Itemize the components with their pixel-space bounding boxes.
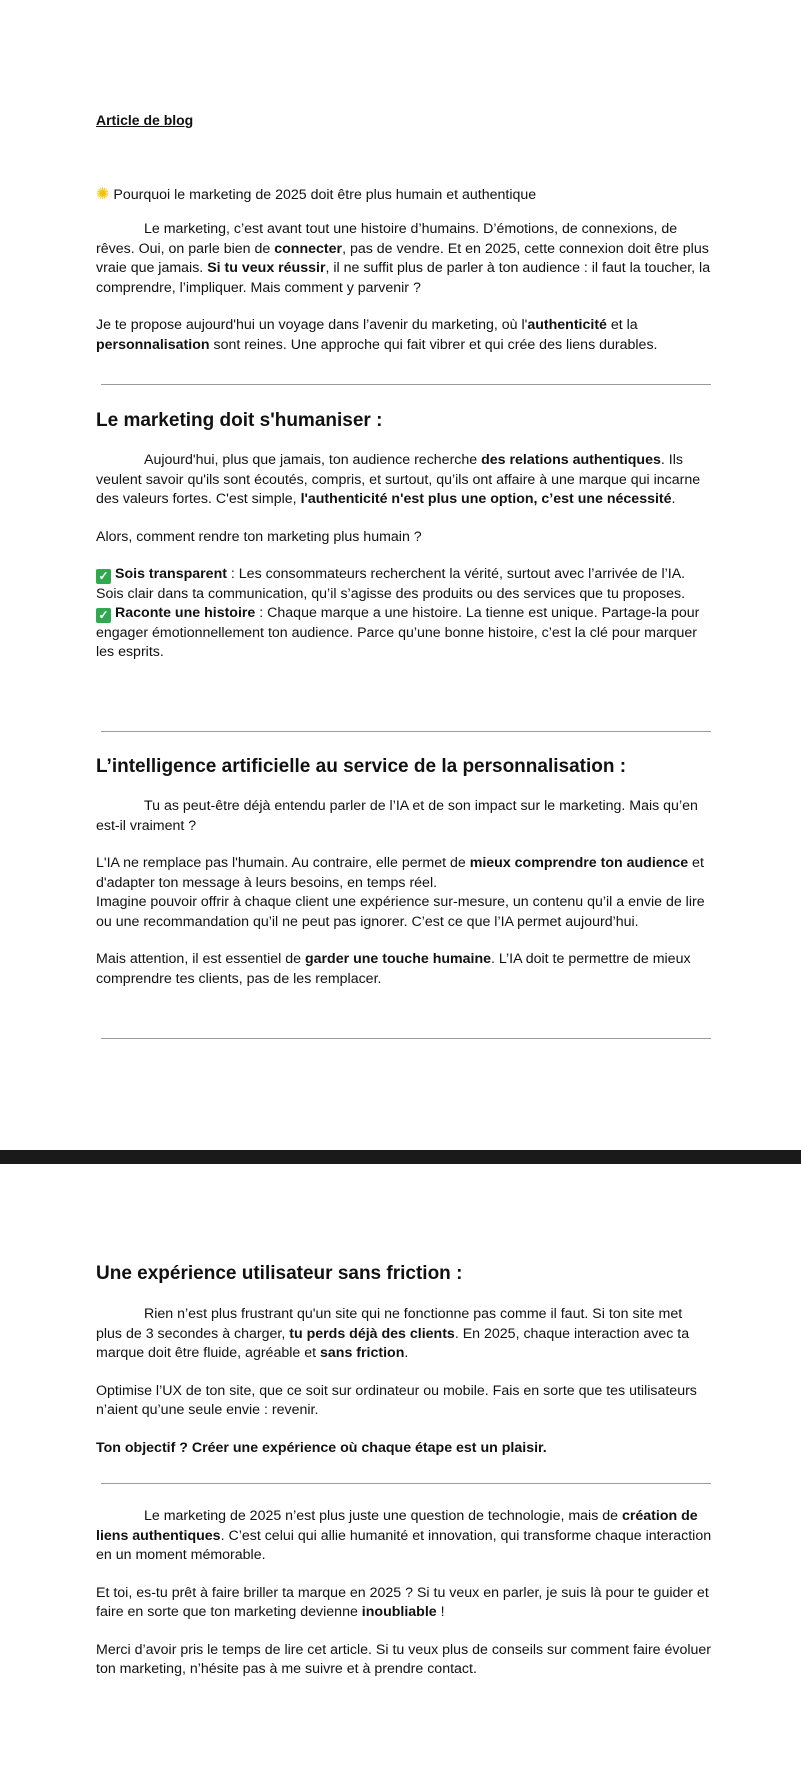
section-ia-body: [96, 797, 712, 989]
paragraph-bold: Ton objectif ? Créer une expérience où chaque étape est un plaisir.: [96, 1439, 547, 1456]
list-item: ✓ Raconte une histoire : Chaque marque a une histoire. La tienne est unique. Partage-la pour engager émotionnellement ton audience. Parce qu’une bonne histoire, c’est la clé pour marquer les esprits.: [96, 605, 700, 660]
divider: [101, 384, 711, 385]
sun-icon: ✺: [96, 186, 110, 203]
paragraph: Merci d’avoir pris le temps de lire cet article. Si tu veux plus de conseils sur comment faire évoluer ton marketing, n’hésite pas à me suivre et à prendre contact.: [96, 1641, 712, 1677]
page-separator: [0, 1150, 801, 1164]
paragraph: Le marketing de 2025 n’est plus juste une question de technologie, mais de création de liens authentiques. C’est celui qui allie humanité et innovation, qui transforme chaque interaction en un moment mémorable.: [96, 1508, 712, 1563]
paragraph: Optimise l’UX de ton site, que ce soit sur ordinateur ou mobile. Fais en sorte que tes utilisateurs n’aient qu’une seule envie : revenir.: [96, 1382, 697, 1418]
section-heading-ia: L’intelligence artificielle au service de la personnalisation :: [96, 756, 627, 777]
paragraph: Aujourd'hui, plus que jamais, ton audience recherche des relations authentiques. Ils veulent savoir qu'ils sont écoutés, compris, et surtout, qu’ils ont affaire à une marque qui incarne des valeurs fortes. C'est simple, l'authenticité n'est plus une option, c’est une nécessité.: [96, 452, 701, 507]
intro-paragraph-2: Je te propose aujourd'hui un voyage dans l’avenir du marketing, où l'authenticité et la personnalisation sont reines. Une approche qui fait vibrer et qui crée des liens durables.: [96, 317, 658, 353]
section-ux-body: [96, 1305, 712, 1458]
intro-heading: Pourquoi le marketing de 2025 doit être plus humain et authentique: [113, 187, 537, 203]
intro-heading-line: [96, 184, 536, 204]
paragraph: L'IA ne remplace pas l'humain. Au contraire, elle permet de mieux comprendre ton audience et d'adapter ton message à leurs besoins, en temps réel. Imagine pouvoir offrir à chaque client une expérience sur-mesure, un contenu qu’il a envie de lire ou une recommandation qu’il ne peut pas ignorer. C’est ce que l’IA permet aujourd’hui.: [96, 855, 705, 930]
paragraph: Alors, comment rendre ton marketing plus humain ?: [96, 528, 422, 545]
list-item: ✓ Sois transparent : Les consommateurs recherchent la vérité, surtout avec l’arrivée de l’IA. Sois clair dans ta communication, qu’il s’agisse des produits ou des services que tu proposes.: [96, 566, 686, 602]
conclusion-body: [96, 1507, 712, 1680]
paragraph: Rien n’est plus frustrant qu'un site qui ne fonctionne pas comme il faut. Si ton site met plus de 3 secondes à charger, tu perds déjà des clients. En 2025, chaque interaction avec ta marque doit être fluide, agréable et sans friction.: [96, 1306, 690, 1361]
section-heading-ux: Une expérience utilisateur sans friction :: [96, 1263, 463, 1284]
intro-paragraph-1: Le marketing, c’est avant tout une histoire d’humains. D’émotions, de connexions, de rêves. Oui, on parle bien de connecter, pas de vendre. Et en 2025, cette connexion doit être plus vraie que jamais. Si tu veux réussir, il ne suffit plus de parler à ton audience : il faut la toucher, la comprendre, l’impliquer. Mais comment y parvenir ?: [96, 221, 711, 296]
paragraph: Et toi, es-tu prêt à faire briller ta marque en 2025 ? Si tu veux en parler, je suis là pour te guider et faire en sorte que ton marketing devienne inoubliable !: [96, 1584, 709, 1620]
checkmark-icon: ✓: [96, 569, 111, 584]
document-page-2: [0, 1164, 801, 1792]
section-humaniser-body: [96, 451, 712, 663]
paragraph: Tu as peut-être déjà entendu parler de l’IA et de son impact sur le marketing. Mais qu’en est-il vraiment ?: [96, 798, 698, 834]
divider: [101, 731, 711, 732]
divider: [101, 1038, 711, 1039]
document-title: Article de blog: [96, 112, 194, 128]
intro-section: [96, 220, 712, 355]
paragraph: Mais attention, il est essentiel de garder une touche humaine. L’IA doit te permettre de mieux comprendre tes clients, pas de les remplacer.: [96, 951, 691, 987]
section-heading-humaniser: Le marketing doit s'humaniser :: [96, 410, 383, 431]
divider: [101, 1483, 711, 1484]
checkmark-icon: ✓: [96, 608, 111, 623]
